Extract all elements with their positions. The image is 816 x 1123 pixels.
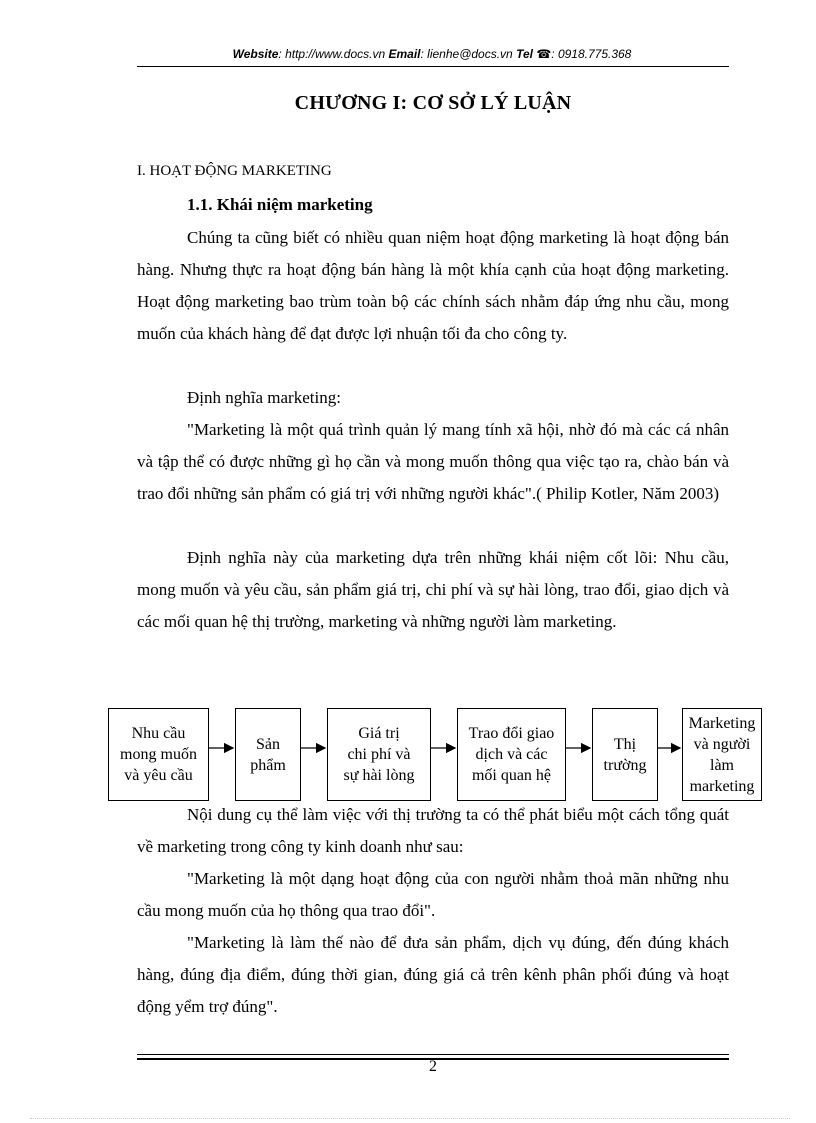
page-number: 2 [429, 1058, 437, 1075]
paragraph-1: Chúng ta cũng biết có nhiều quan niệm hoạt động marketing là hoạt động bán hàng. Nhưng thực ra hoạt động bán hàng là một khía cạnh của hoạt động marketing. Hoạt động marketing bao trùm toàn bộ các chính sách nhằm đáp ứng nhu cầu, mong muốn của khách hàng để đạt được lợi nhuận tối đa cho công ty. [137, 228, 729, 343]
footer-divider-thin [137, 1054, 729, 1055]
subsection-heading: 1.1. Khái niệm marketing [187, 195, 373, 214]
diagram-box-marketers: Marketing và người làm marketing [682, 708, 762, 801]
paragraph-6: "Marketing là một dạng hoạt động của con người nhằm thoả mãn những nhu cầu mong muốn của họ thông qua trao đổi". [137, 869, 729, 920]
email-label: Email [388, 47, 421, 61]
paragraph-2: Định nghĩa marketing: [187, 388, 341, 407]
email-value: : lienhe@docs.vn [420, 47, 513, 61]
page-edge-dotted-line [30, 1118, 790, 1119]
header-divider [137, 66, 729, 67]
website-value: : http://www.docs.vn [278, 47, 386, 61]
paragraph-3: "Marketing là một quá trình quản lý mang tính xã hội, nhờ đó mà các cá nhân và tập thể có được những gì họ cần và mong muốn thông qua việc tạo ra, chào bán và trao đổi những sản phẩm có giá trị với những người khác".( Philip Kotler, Năm 2003) [137, 420, 729, 503]
section-heading: I. HOẠT ĐỘNG MARKETING [137, 163, 332, 179]
page-header [137, 47, 727, 61]
diagram-box-value: Giá trị chi phí và sự hài lòng [327, 708, 431, 801]
diagram-box-product: Sản phẩm [235, 708, 301, 801]
phone-icon: ☎ [536, 47, 552, 61]
diagram-box-needs: Nhu cầu mong muốn và yêu cầu [108, 708, 209, 801]
paragraph-7: "Marketing là làm thế nào để đưa sản phẩm, dịch vụ đúng, đến đúng khách hàng, đúng địa điểm, đúng thời gian, đúng giá cả trên kênh phân phối đúng và hoạt động yểm trợ đúng". [137, 933, 729, 1016]
tel-label: Tel [516, 47, 533, 61]
tel-value: : 0918.775.368 [551, 47, 632, 61]
diagram-box-exchange: Trao đổi giao dịch và các mối quan hệ [457, 708, 566, 801]
diagram-box-market: Thị trường [592, 708, 658, 801]
paragraph-4: Định nghĩa này của marketing dựa trên những khái niệm cốt lõi: Nhu cầu, mong muốn và yêu cầu, sản phẩm giá trị, chi phí và sự hài lòng, trao đổi, giao dịch và các mối quan hệ thị trường, marketing và những người làm marketing. [137, 548, 729, 631]
paragraph-5: Nội dung cụ thể làm việc với thị trường ta có thể phát biểu một cách tổng quát về marketing trong công ty kinh doanh như sau: [137, 805, 729, 856]
website-label: Website [232, 47, 279, 61]
chapter-title: CHƯƠNG I: CƠ SỞ LÝ LUẬN [294, 92, 572, 114]
